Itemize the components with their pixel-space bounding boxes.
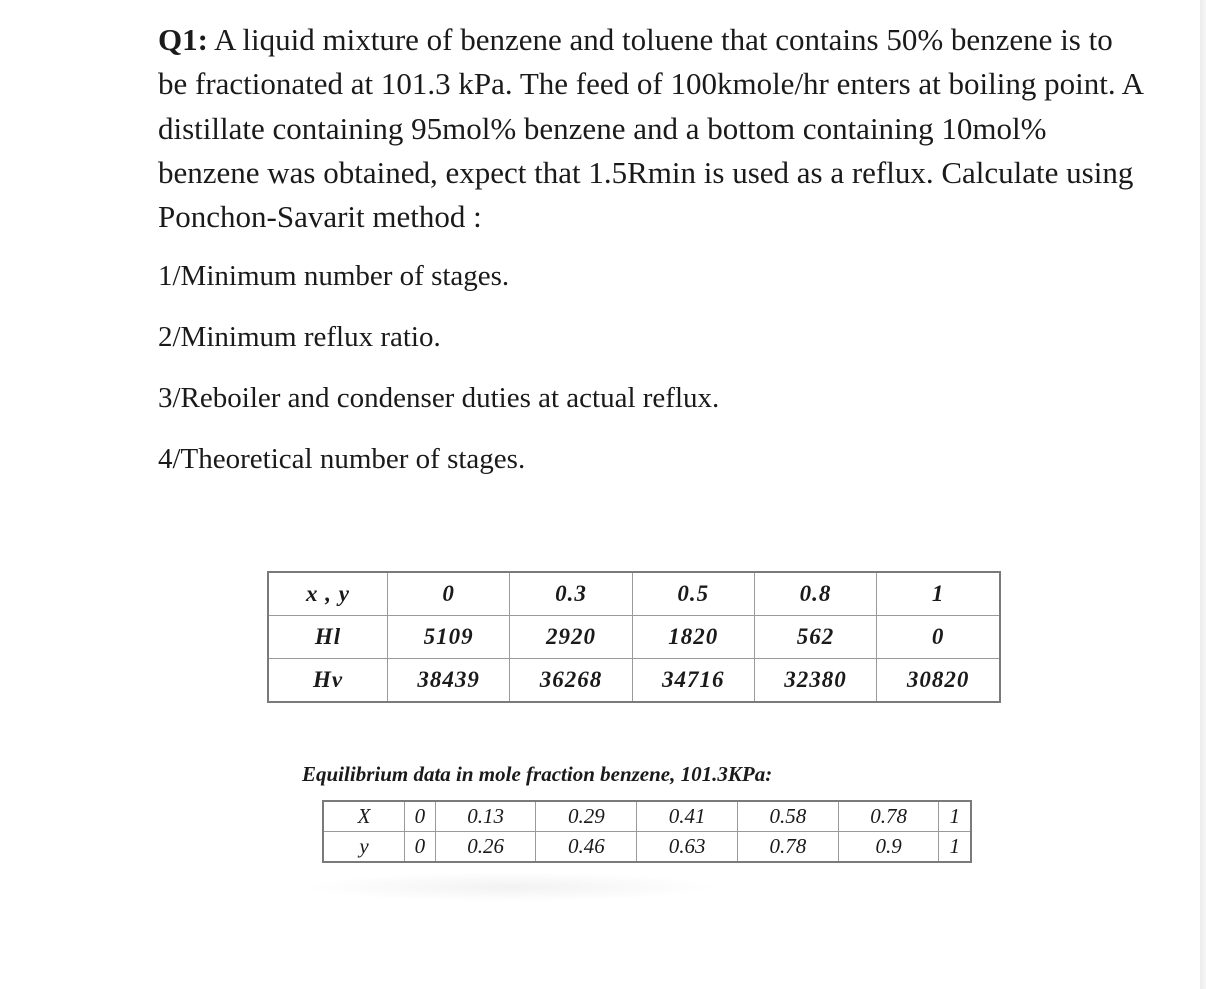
table-cell: 0.9: [838, 832, 939, 863]
question-text: A liquid mixture of benzene and toluene that contains 50% benzene is to be fractionated at 101.3 kPa. The feed of 100kmole/hr enters at boiling point. A distillate containing 95mol% benzene and a bottom containing 10mol% benzene was obtained, expect that 1.5Rmin is used as a reflux. Calculate using Ponchon-Savarit method :: [158, 22, 1143, 235]
table-cell: 1: [939, 832, 971, 863]
table-cell: 0: [877, 616, 1000, 659]
table-cell: 0: [388, 572, 510, 616]
task-3: 3/Reboiler and condenser duties at actual reflux.: [158, 382, 720, 414]
row-header-x: X: [323, 801, 405, 832]
table-cell: 0.78: [737, 832, 838, 863]
page-edge: [1200, 0, 1206, 989]
table-cell: 0: [405, 801, 436, 832]
table-cell: 0.3: [510, 572, 632, 616]
table-cell: 0.63: [637, 832, 738, 863]
task-1: 1/Minimum number of stages.: [158, 260, 510, 292]
row-header-xy: x , y: [268, 572, 388, 616]
table-cell: 0.58: [737, 801, 838, 832]
table-row: [323, 801, 971, 832]
table-cell: 1: [939, 801, 971, 832]
table-row: [268, 659, 1000, 703]
row-header-hl: Hl: [268, 616, 388, 659]
scan-smudge: [300, 872, 720, 902]
table-cell: 0.29: [536, 801, 637, 832]
task-2: 2/Minimum reflux ratio.: [158, 321, 441, 353]
row-header-hv: Hv: [268, 659, 388, 703]
equilibrium-table: [322, 800, 972, 863]
table-cell: 0.78: [838, 801, 939, 832]
question-label: Q1:: [158, 22, 208, 57]
table-cell: 34716: [632, 659, 754, 703]
row-header-y: y: [323, 832, 405, 863]
table-cell: 0.8: [754, 572, 876, 616]
table-row: [268, 616, 1000, 659]
table-cell: 0: [405, 832, 436, 863]
table-cell: 1: [877, 572, 1000, 616]
enthalpy-table: [267, 571, 1001, 703]
equilibrium-caption: Equilibrium data in mole fraction benzene, 101.3KPa:: [302, 762, 773, 786]
table-row: [323, 832, 971, 863]
table-cell: 2920: [510, 616, 632, 659]
table-cell: 5109: [388, 616, 510, 659]
table-row: [268, 572, 1000, 616]
table-cell: 38439: [388, 659, 510, 703]
table-cell: 30820: [877, 659, 1000, 703]
table-cell: 36268: [510, 659, 632, 703]
table-cell: 32380: [754, 659, 876, 703]
table-cell: 0.13: [435, 801, 536, 832]
table-cell: 0.41: [637, 801, 738, 832]
table-cell: 0.5: [632, 572, 754, 616]
question-paragraph: [158, 18, 1148, 239]
table-cell: 0.26: [435, 832, 536, 863]
table-cell: 1820: [632, 616, 754, 659]
task-4: 4/Theoretical number of stages.: [158, 443, 526, 475]
table-cell: 0.46: [536, 832, 637, 863]
table-cell: 562: [754, 616, 876, 659]
